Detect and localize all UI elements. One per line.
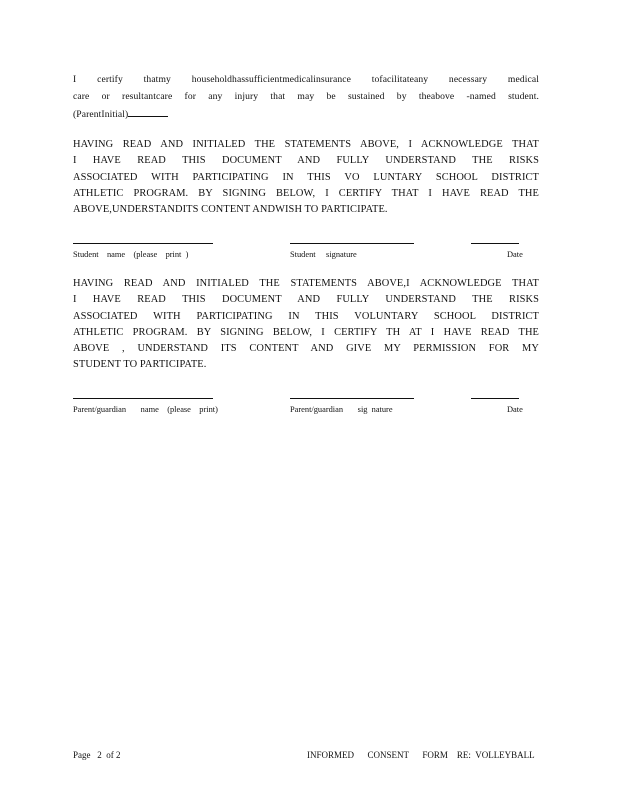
parent-name-line[interactable] — [73, 398, 213, 399]
student-signature-label: Student signature — [290, 250, 357, 259]
parent-date-line[interactable] — [471, 398, 519, 399]
student-name-label: Student name (please print ) — [73, 250, 189, 259]
parent-statement-line: I HAVE READ THIS DOCUMENT AND FULLY UNDERSTAND THE RISKS — [73, 294, 539, 306]
student-name-line[interactable] — [73, 243, 213, 244]
student-statement-line: HAVING READ AND INITIALED THE STATEMENTS ABOVE, I ACKNOWLEDGE THAT — [73, 139, 539, 150]
parent-signature-line[interactable] — [290, 398, 414, 399]
insurance-line-2: care or resultantcare for any injury that may be sustained by theabove -named student. — [73, 90, 539, 102]
student-statement-line: ATHLETIC PROGRAM. BY SIGNING BELOW, I CERTIFY THAT I HAVE READ THE — [73, 187, 539, 199]
student-statement-line: ABOVE,UNDERSTANDITS CONTENT ANDWISH TO PARTICIPATE. — [73, 204, 388, 216]
parent-initial-blank[interactable] — [128, 106, 168, 117]
parent-statement-line: ASSOCIATED WITH PARTICIPATING IN THIS VOLUNTARY SCHOOL DISTRICT — [73, 310, 539, 322]
parent-statement-line: STUDENT TO PARTICIPATE. — [73, 359, 207, 371]
student-signature-line[interactable] — [290, 243, 414, 244]
parent-statement — [73, 276, 539, 374]
student-statement — [73, 137, 539, 218]
form-title: INFORMED CONSENT FORM RE: VOLLEYBALL — [307, 750, 535, 760]
student-statement-line: I HAVE READ THIS DOCUMENT AND FULLY UNDERSTAND THE RISKS — [73, 155, 539, 167]
parent-initial-row — [73, 106, 539, 124]
parent-initial-label: (ParentInitial) — [73, 108, 129, 120]
parent-statement-line: ATHLETIC PROGRAM. BY SIGNING BELOW, I CERTIFY TH AT I HAVE READ THE — [73, 326, 539, 338]
page-number: Page 2 of 2 — [73, 750, 121, 760]
insurance-statement — [73, 72, 539, 123]
parent-statement-line: HAVING READ AND INITIALED THE STATEMENTS ABOVE,I ACKNOWLEDGE THAT — [73, 278, 539, 289]
insurance-line-1: I certify thatmy householdhassufficientmedicalinsurance tofacilitateany necessary medical — [73, 74, 539, 85]
parent-name-label: Parent/guardian name (please print) — [73, 405, 218, 414]
parent-statement-line: ABOVE , UNDERSTAND ITS CONTENT AND GIVE MY PERMISSION FOR MY — [73, 343, 539, 355]
student-date-label: Date — [507, 250, 523, 259]
parent-date-label: Date — [507, 405, 523, 414]
student-date-line[interactable] — [471, 243, 519, 244]
parent-signature-label: Parent/guardian sig nature — [290, 405, 393, 414]
student-statement-line: ASSOCIATED WITH PARTICIPATING IN THIS VO LUNTARY SCHOOL DISTRICT — [73, 171, 539, 183]
